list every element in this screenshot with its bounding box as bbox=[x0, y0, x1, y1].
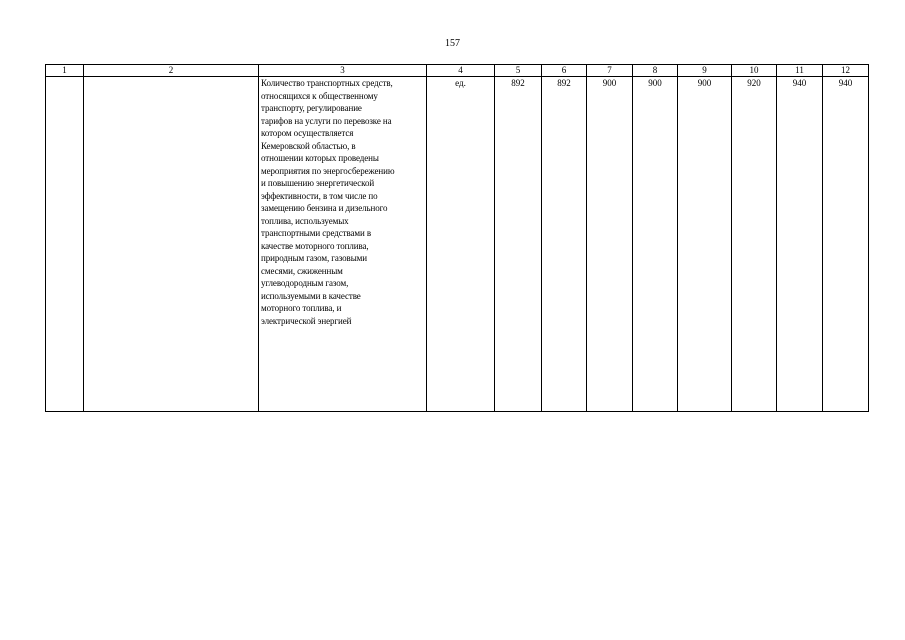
col-header-9: 9 bbox=[678, 65, 732, 77]
description-line: замещению бензина и дизельного bbox=[261, 203, 388, 213]
col-header-1: 1 bbox=[46, 65, 84, 77]
header-row bbox=[46, 65, 869, 77]
description-line: котором осуществляется bbox=[261, 128, 354, 138]
description-line: качестве моторного топлива, bbox=[261, 240, 369, 251]
value-cell-12: 940 bbox=[823, 77, 869, 412]
col-header-7: 7 bbox=[587, 65, 633, 77]
col-header-5: 5 bbox=[495, 65, 542, 77]
col-header-12: 12 bbox=[823, 65, 869, 77]
description-line: Кемеровской областью, в bbox=[261, 140, 356, 151]
indicator-description-cell bbox=[259, 77, 427, 412]
description-line: эффективности, в том числе по bbox=[261, 190, 378, 201]
section-cell bbox=[84, 77, 259, 412]
value-cell-7: 900 bbox=[587, 77, 633, 412]
value-cell-5: 892 bbox=[495, 77, 542, 412]
description-line: и повышению энергетической bbox=[261, 178, 375, 188]
description-line: транспорту, регулирование bbox=[261, 103, 362, 113]
description-line: моторного топлива, и bbox=[261, 303, 342, 313]
description-line: тарифов на услуги по перевозке на bbox=[261, 115, 392, 126]
description-line: транспортными средствами в bbox=[261, 228, 372, 238]
col-header-3: 3 bbox=[259, 65, 427, 77]
description-line: углеводородным газом, bbox=[261, 278, 349, 288]
description-line: относящихся к общественному bbox=[261, 90, 378, 101]
value-cell-11: 940 bbox=[777, 77, 823, 412]
value-cell-10: 920 bbox=[732, 77, 777, 412]
col-header-6: 6 bbox=[542, 65, 587, 77]
col-header-8: 8 bbox=[633, 65, 678, 77]
description-line: электрической энергией bbox=[261, 315, 352, 326]
description-line: мероприятия по энергосбережению bbox=[261, 165, 395, 176]
description-line: смесями, сжиженным bbox=[261, 265, 343, 276]
indicator-table bbox=[45, 64, 869, 412]
page-number: 157 bbox=[445, 38, 460, 49]
description-line: отношении которых проведены bbox=[261, 153, 379, 163]
value-cell-9: 900 bbox=[678, 77, 732, 412]
value-cell-8: 900 bbox=[633, 77, 678, 412]
description-line: используемыми в качестве bbox=[261, 290, 361, 301]
row-number-cell bbox=[46, 77, 84, 412]
description-line: топлива, используемых bbox=[261, 215, 349, 226]
col-header-2: 2 bbox=[84, 65, 259, 77]
description-line: природным газом, газовыми bbox=[261, 253, 367, 263]
col-header-11: 11 bbox=[777, 65, 823, 77]
col-header-4: 4 bbox=[427, 65, 495, 77]
value-cell-6: 892 bbox=[542, 77, 587, 412]
description-line: Количество транспортных средств, bbox=[261, 78, 393, 88]
unit-cell: ед. bbox=[427, 77, 495, 412]
table-row bbox=[46, 77, 869, 412]
col-header-10: 10 bbox=[732, 65, 777, 77]
